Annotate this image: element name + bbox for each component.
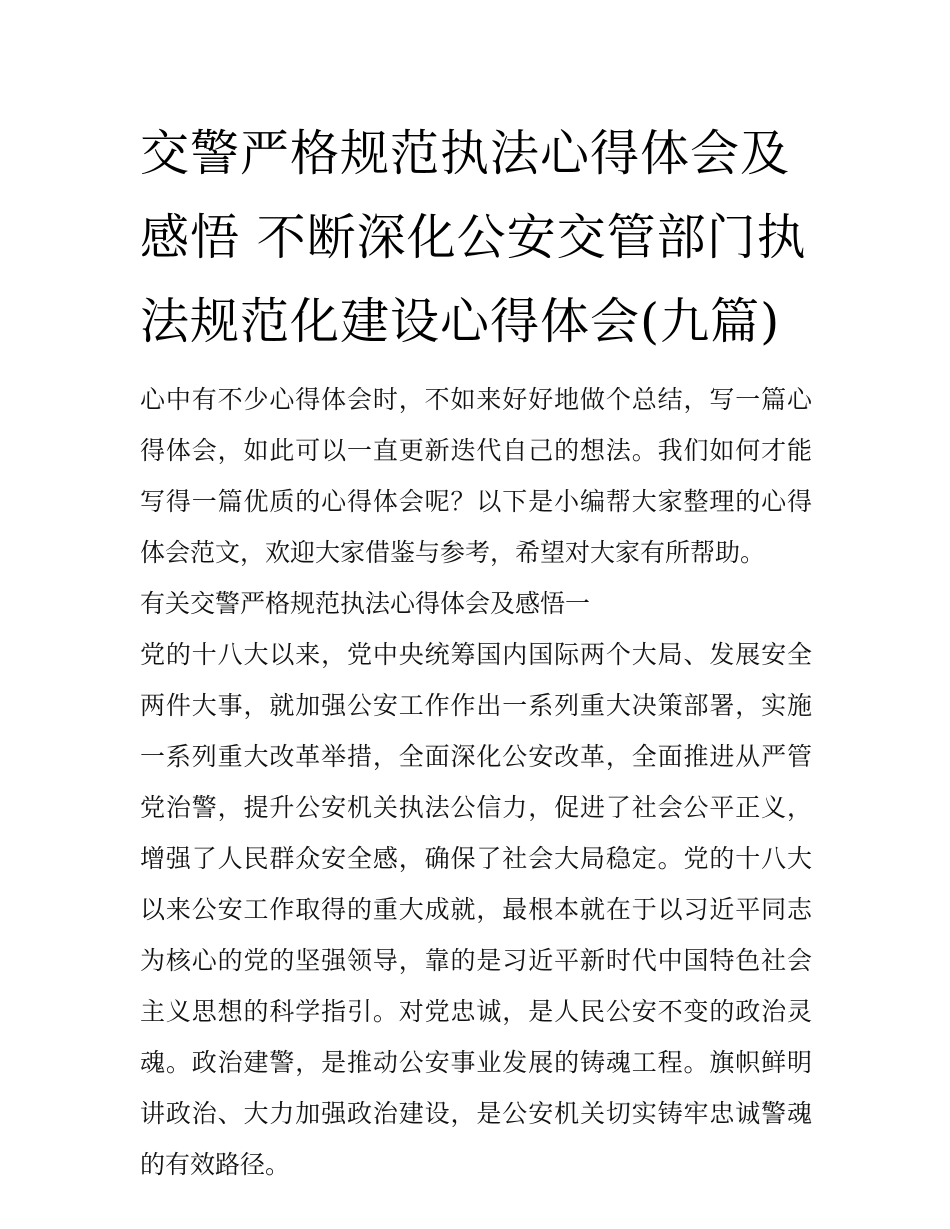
title-line-2: 感悟 不断深化公安交管部门执 <box>140 209 807 266</box>
document-page <box>140 112 812 1190</box>
title-line-3: 法规范化建设心得体会(九篇) <box>140 293 781 350</box>
section-heading: 有关交警严格规范执法心得体会及感悟一 <box>140 589 591 618</box>
title-line-1: 交警严格规范执法心得体会及 <box>140 125 791 182</box>
body-paragraph: 党的十八大以来，党中央统筹国内国际两个大局、发展安全两件大事，就加强公安工作作出一系列重大决策部署，实施一系列重大改革举措，全面深化公安改革，全面推进从严管党治警，提升公安机关执法公信力，促进了社会公平正义，增强了人民群众安全感，确保了社会大局稳定。党的十八大以来公安工作取得的重大成就，最根本就在于以习近平同志为核心的党的坚强领导，靠的是习近平新时代中国特色社会主义思想的科学指引。对党忠诚，是人民公安不变的政治灵魂。政治建警，是推动公安事业发展的铸魂工程。旗帜鲜明讲政治、大力加强政治建设，是公安机关切实铸牢忠诚警魂的有效路径。 <box>140 640 812 1179</box>
document-title <box>140 112 812 364</box>
intro-paragraph: 心中有不少心得体会时，不如来好好地做个总结，写一篇心得体会，如此可以一直更新迭代自己的想法。我们如何才能写得一篇优质的心得体会呢？以下是小编帮大家整理的心得体会范文，欢迎大家借鉴与参考，希望对大家有所帮助。 <box>140 385 812 567</box>
